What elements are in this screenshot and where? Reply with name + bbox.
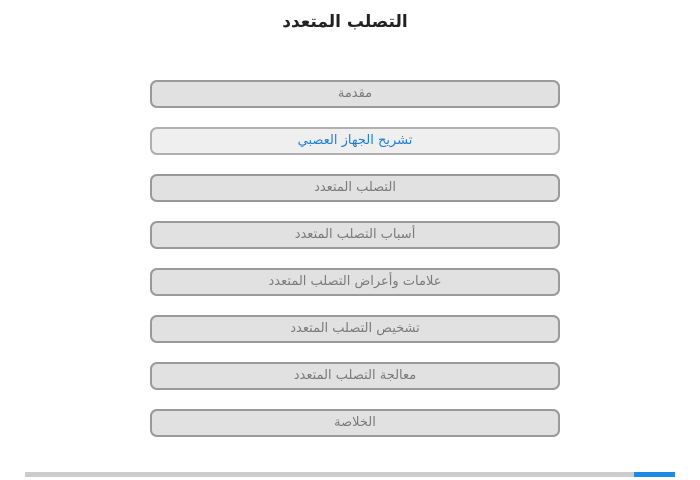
progress-bar [25, 472, 675, 477]
menu-item-introduction[interactable]: مقدمة [150, 80, 560, 108]
menu-item-diagnosis[interactable]: تشخيص التصلب المتعدد [150, 315, 560, 343]
chapter-menu [150, 80, 560, 456]
menu-item-treatment[interactable]: معالجة التصلب المتعدد [150, 362, 560, 390]
page-title: التصلب المتعدد [282, 12, 408, 32]
progress-bar-fill [634, 472, 675, 477]
menu-item-multiple-sclerosis[interactable]: التصلب المتعدد [150, 174, 560, 202]
menu-item-summary[interactable]: الخلاصة [150, 409, 560, 437]
menu-item-nervous-system-anatomy[interactable]: تشريح الجهاز العصبي [150, 127, 560, 155]
menu-item-causes[interactable]: أسباب التصلب المتعدد [150, 221, 560, 249]
menu-item-signs-symptoms[interactable]: علامات وأعراض التصلب المتعدد [150, 268, 560, 296]
